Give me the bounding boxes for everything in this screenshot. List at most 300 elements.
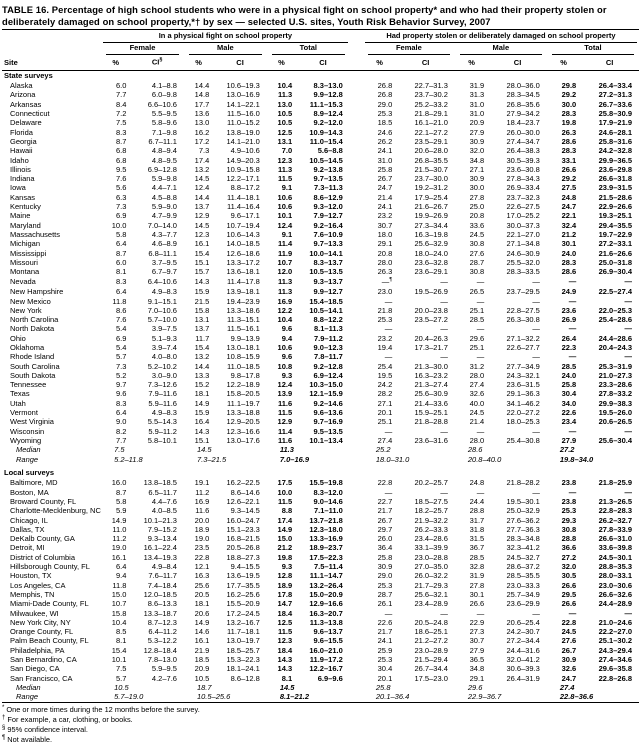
value-cell: 5.3–12.2 — [147, 636, 177, 646]
value-cell: 24.1 — [377, 146, 393, 156]
value-cell: 11.1–15.3 — [309, 99, 343, 109]
value-cell: 21.3–30.0 — [414, 361, 448, 371]
value-cell: 10.5 — [277, 118, 293, 128]
group-gap — [350, 100, 363, 109]
value-cell: 21.3–27.4 — [414, 380, 448, 390]
value-cell: 12.8–18.4 — [143, 645, 177, 655]
value-cell: 19.5–26.9 — [414, 287, 448, 297]
value-cell: 16.1 — [111, 552, 127, 562]
table-row — [2, 239, 639, 248]
table-row — [2, 297, 639, 306]
value-cell: — — [568, 352, 577, 362]
value-cell: 29.6–35.8 — [598, 664, 632, 674]
site-cell: New York City, NY — [10, 617, 71, 627]
group-gap — [350, 81, 363, 90]
value-cell: 14.4 — [194, 361, 210, 371]
value-cell: 9.7–16.9 — [313, 417, 343, 427]
group-gap — [350, 427, 363, 436]
site-cell: Kentucky — [10, 202, 41, 212]
value-cell: 11.2 — [195, 487, 210, 497]
value-cell: 3.7–9.5 — [151, 257, 177, 267]
value-cell: 19.0 — [111, 543, 127, 553]
value-cell: 12.2–18.9 — [226, 380, 260, 390]
value-cell: 16.9 — [194, 496, 210, 506]
value-cell: 36.4 — [377, 543, 393, 553]
value-cell: 8.1 — [115, 267, 127, 277]
value-cell: 9.2–12.8 — [313, 361, 343, 371]
value-cell: 33.1–39.9 — [414, 543, 448, 553]
value-cell: 25.6–32.9 — [414, 239, 448, 249]
yrbs-table — [2, 31, 639, 701]
value-cell: — — [384, 487, 393, 497]
value-cell: — — [476, 352, 485, 362]
value-cell: 31.5 — [469, 534, 485, 544]
value-cell: 8.3–13.0 — [313, 81, 343, 91]
value-cell: 29.1 — [377, 239, 393, 249]
value-cell: 25.2–33.2 — [414, 99, 448, 109]
value-cell: 26.7 — [377, 515, 393, 525]
value-cell: 21.4 — [469, 417, 485, 427]
value-cell: 23.6–31.6 — [414, 435, 448, 445]
value-cell: 8.4 — [115, 99, 127, 109]
value-cell: 19.7–22.9 — [598, 229, 632, 239]
value-cell: 13.3–16.9 — [309, 534, 343, 544]
value-cell: 21.5–28.6 — [598, 192, 632, 202]
value-cell: 11.6 — [195, 506, 210, 516]
value-cell: 32.6 — [469, 389, 485, 399]
value-cell: 22.1 — [561, 211, 577, 221]
value-cell: 7.7 — [115, 435, 127, 445]
value-cell: 11.5–16.1 — [227, 324, 260, 334]
value-cell: — — [440, 426, 448, 436]
value-cell: 29.0 — [377, 99, 393, 109]
site-cell: Montana — [10, 267, 40, 277]
value-cell: 9.6–13.6 — [313, 408, 343, 418]
site-cell: South Dakota — [10, 370, 56, 380]
group-gap — [350, 352, 363, 361]
value-cell: 9.9–12.7 — [313, 287, 343, 297]
value-cell: 18.6–25.1 — [414, 627, 448, 637]
value-cell: 34.0 — [561, 398, 577, 408]
site-cell: San Diego, CA — [10, 664, 60, 674]
group-gap — [350, 417, 363, 426]
value-cell: 28.5 — [561, 361, 577, 371]
value-cell: 24.7 — [561, 673, 577, 683]
value-cell: 26.6 — [561, 599, 577, 609]
value-cell: 27.9–34.2 — [506, 109, 540, 119]
value-cell: 5.9–9.8 — [151, 174, 177, 184]
site-cell: Oklahoma — [10, 343, 45, 352]
value-cell: 14.3 — [277, 655, 293, 664]
value-cell: 10.7 — [277, 257, 293, 267]
value-cell: 12.3 — [194, 229, 210, 239]
value-cell: 20.8 — [469, 211, 485, 221]
value-cell: 12.2–16.7 — [309, 664, 343, 674]
value-cell: 23.0–33.3 — [506, 580, 540, 590]
value-cell: 17.4 — [277, 515, 293, 525]
value-cell: 5.9–11.6 — [148, 398, 177, 408]
site-cell: New York — [10, 305, 42, 315]
group-gap — [350, 445, 363, 454]
value-cell: 21.4 — [377, 192, 393, 202]
value-cell: 22.7–31.3 — [414, 81, 448, 91]
value-cell: 30.1 — [469, 589, 485, 599]
value-cell: 27.9 — [469, 645, 485, 655]
value-cell: 33.6 — [469, 220, 485, 230]
value-cell: 27.4 — [469, 380, 485, 390]
value-cell: 4.0–8.0 — [151, 352, 177, 362]
value-cell: 16.8–21.5 — [226, 534, 260, 544]
value-cell: 23.7–32.3 — [506, 192, 540, 202]
value-cell: 26.7–33.6 — [598, 99, 632, 109]
value-cell: 29.2 — [561, 90, 577, 100]
value-cell: 6.9–12.4 — [313, 370, 343, 380]
site-cell: Median — [16, 445, 41, 455]
value-cell: 24.0 — [561, 248, 577, 258]
value-cell: 27.1–34.8 — [506, 239, 540, 249]
value-cell: 29.5 — [561, 589, 577, 599]
table-row — [2, 516, 639, 525]
value-cell: 10.1–21.3 — [143, 515, 177, 525]
group-gap — [350, 137, 363, 146]
group-gap — [350, 553, 363, 562]
value-cell: 19.0 — [194, 534, 210, 544]
value-cell: 19.5–30.1 — [506, 496, 540, 506]
value-cell: 22.8 — [561, 617, 577, 627]
value-cell: 19.8–34.0 — [559, 454, 594, 464]
value-cell: 16.3–20.7 — [309, 608, 343, 618]
value-cell: 25.6–30.9 — [414, 389, 448, 399]
footnote-marker: ¶ — [2, 734, 6, 741]
site-cell: Los Angeles, CA — [10, 580, 66, 590]
group-gap — [350, 389, 363, 398]
value-cell: 26.0 — [377, 534, 393, 544]
value-cell: 8.7 — [115, 248, 127, 258]
value-cell: 18.5–27.5 — [414, 496, 448, 506]
value-cell: 24.5–32.7 — [506, 552, 540, 562]
value-cell: 23.7–30.2 — [414, 90, 448, 100]
value-cell: 28.8–35.3 — [598, 562, 632, 572]
value-cell: 22.9–26.6 — [598, 202, 632, 212]
value-cell: 25.9 — [377, 645, 393, 655]
value-cell: 13.7–21.8 — [309, 515, 343, 525]
value-cell: 28.3–33.5 — [506, 267, 540, 277]
table-row — [2, 683, 639, 692]
footnote-marker: † — [2, 715, 6, 722]
value-cell: 22.8 — [194, 552, 210, 562]
value-cell: 11.3 — [277, 90, 293, 100]
value-cell: 11.3 — [277, 277, 293, 287]
value-cell: 16.3 — [194, 571, 210, 581]
value-cell: — — [384, 296, 393, 306]
value-cell: — — [476, 277, 485, 287]
col-header-total: Total — [547, 43, 639, 55]
value-cell: 17.5–22.3 — [309, 552, 343, 562]
value-cell: 26.4–38.3 — [506, 146, 540, 156]
group-gap — [350, 55, 363, 70]
value-cell: 5.8 — [115, 496, 127, 506]
site-cell: Missouri — [10, 257, 38, 267]
value-cell: 22.5–27.4 — [598, 287, 632, 297]
col-header-female: Female — [363, 43, 455, 55]
value-cell: 13.2–16.7 — [226, 617, 260, 627]
value-cell: 9.3–13.4 — [147, 534, 177, 544]
value-cell: 14.8 — [194, 90, 210, 100]
value-cell: 12.1 — [194, 562, 210, 572]
group-gap — [350, 399, 363, 408]
value-cell: 26.4 — [561, 333, 577, 343]
value-cell: 6.8 — [115, 155, 127, 165]
value-cell: 27.6–36.2 — [506, 515, 540, 525]
table-row — [2, 174, 639, 183]
table-row — [2, 599, 639, 608]
value-cell: 29.6 — [469, 333, 485, 343]
value-cell: 7.9–11.2 — [313, 333, 343, 343]
value-cell: 27.0–35.0 — [414, 562, 448, 572]
value-cell: 6.7–9.7 — [151, 267, 177, 277]
value-cell: 24.3–29.4 — [598, 645, 632, 655]
value-cell: 20.6–26.5 — [598, 417, 632, 427]
value-cell: 9.6–17.1 — [230, 211, 260, 221]
group-gap — [350, 543, 363, 552]
pct-column-header: % — [547, 55, 580, 70]
value-cell: — — [532, 426, 540, 436]
value-cell: 19.1 — [194, 478, 210, 488]
site-cell: Median — [16, 682, 41, 692]
value-cell: 18.5–25.7 — [226, 645, 260, 655]
value-cell: 18.9 — [277, 580, 293, 590]
value-cell: 23.6–32.8 — [414, 257, 448, 267]
value-cell: 11.6 — [277, 398, 293, 408]
value-cell: 22.8–36.6 — [559, 692, 594, 702]
site-cell: New Hampshire — [10, 287, 64, 297]
value-cell: 25.8 — [377, 164, 393, 174]
table-row — [2, 636, 639, 645]
table-row — [2, 334, 639, 343]
value-cell: 19.2–31.2 — [414, 183, 448, 193]
value-cell: 28.7 — [469, 257, 485, 267]
value-cell: 31.0 — [469, 99, 485, 109]
group-gap — [350, 488, 363, 497]
value-cell: 20.4–24.3 — [598, 343, 632, 352]
value-cell: 29.7 — [377, 524, 393, 534]
value-cell: 16.1–22.4 — [143, 543, 177, 553]
value-cell: 20.5 — [194, 589, 210, 599]
value-cell: 23.3–28.6 — [598, 380, 632, 390]
value-cell: 27.3 — [469, 627, 485, 637]
value-cell: 24.4–28.6 — [598, 333, 632, 343]
value-cell: 26.0–30.0 — [506, 127, 540, 137]
value-cell: — — [476, 487, 485, 497]
value-cell: 9.2–12.0 — [313, 118, 343, 128]
group-gap — [350, 306, 363, 315]
value-cell: 11.5–16.0 — [227, 109, 260, 119]
value-cell: 23.0–28.8 — [414, 552, 448, 562]
value-cell: 18.0–31.0 — [375, 454, 410, 464]
value-cell: 12.9–20.5 — [226, 417, 260, 427]
value-cell: 9.3 — [281, 562, 293, 572]
value-cell: 17.7–35.5 — [226, 580, 260, 590]
value-cell: 30.8 — [561, 524, 577, 534]
value-cell: 6.9–9.6 — [317, 673, 343, 683]
value-cell: 13.2 — [194, 352, 210, 362]
value-cell: 11.4 — [277, 239, 293, 249]
value-cell: 16.2–22.5 — [226, 478, 260, 488]
value-cell: 10.8 — [277, 361, 293, 371]
site-cell: Massachusetts — [10, 229, 61, 239]
value-cell: 4.5–8.8 — [151, 192, 177, 202]
table-row — [2, 609, 639, 618]
value-cell: 26.3 — [377, 267, 393, 277]
value-cell: 24.6–28.1 — [598, 127, 632, 137]
site-cell: Arkansas — [10, 99, 42, 109]
value-cell: 32.0 — [469, 146, 485, 156]
value-cell: 14.6 — [194, 627, 210, 637]
value-cell: 27.2–33.1 — [598, 239, 632, 249]
value-cell: 29.9–36.5 — [598, 155, 632, 165]
group-gap — [350, 118, 363, 127]
value-cell: 4.0–8.5 — [151, 506, 177, 516]
value-cell: 4.9–10.6 — [230, 146, 260, 156]
site-cell: Illinois — [10, 164, 31, 174]
value-cell: 15.8 — [194, 305, 210, 315]
value-cell: 15.4–18.5 — [309, 296, 343, 306]
value-cell: 26.8 — [377, 90, 393, 100]
group-gap — [350, 165, 363, 174]
value-cell: 30.9 — [377, 562, 393, 572]
pct-column-header: % — [455, 55, 488, 70]
value-cell: 10.5–14.1 — [309, 305, 343, 315]
value-cell: 20.0–23.8 — [414, 305, 448, 315]
value-cell: 14.9 — [277, 524, 293, 534]
value-cell: 6.8–11.1 — [148, 248, 177, 258]
site-cell: Memphis, TN — [10, 589, 55, 599]
value-cell: 7.4–18.4 — [147, 580, 177, 590]
value-cell: 14.3 — [194, 426, 210, 436]
value-cell: 8.7 — [115, 136, 127, 146]
group-gap — [350, 627, 363, 636]
value-cell: 13.2–26.4 — [309, 580, 343, 590]
value-cell: 28.0 — [377, 257, 393, 267]
site-header-spacer — [2, 31, 101, 43]
value-cell: 4.9–8.3 — [151, 287, 177, 297]
table-row — [2, 109, 639, 118]
value-cell: 12.9 — [194, 211, 210, 221]
table-row — [2, 571, 639, 580]
value-cell: — — [440, 277, 448, 287]
value-cell: 15.1–23.3 — [226, 524, 260, 534]
value-cell: 28.8 — [561, 534, 577, 544]
value-cell: 13.6–18.1 — [226, 267, 260, 277]
value-cell: 22.8 — [377, 478, 393, 488]
value-cell: 16.3–23.2 — [414, 370, 448, 380]
value-cell: 27.5 — [561, 183, 577, 193]
value-cell: 9.7 — [115, 380, 127, 390]
value-cell: 14.0–18.5 — [226, 239, 260, 249]
table-row — [2, 380, 639, 389]
table-row — [2, 306, 639, 315]
group-gap — [350, 590, 363, 599]
value-cell: 13.4–19.3 — [143, 552, 177, 562]
value-cell: 27.2–31.3 — [598, 90, 632, 100]
site-cell: Hawaii — [10, 146, 33, 156]
table-row — [2, 90, 639, 99]
site-cell: Idaho — [10, 155, 29, 165]
value-cell: 7.7 — [115, 90, 127, 100]
value-cell: 26.7 — [377, 174, 393, 184]
value-cell: 15.3–22.3 — [226, 655, 260, 664]
value-cell: 25.8–31.6 — [598, 136, 632, 146]
value-cell: 9.9–12.8 — [313, 90, 343, 100]
group-gap — [350, 174, 363, 183]
group-gap — [350, 497, 363, 506]
value-cell: 26.0–32.2 — [414, 571, 448, 581]
site-cell: Kansas — [10, 192, 36, 202]
site-cell: Georgia — [10, 136, 37, 146]
value-cell: 23.5–27.2 — [414, 315, 448, 325]
value-cell: 14.9–20.3 — [226, 155, 260, 165]
value-cell: 11.7–18.1 — [227, 627, 260, 637]
value-cell: 5.5–14.3 — [147, 417, 177, 427]
section-header-row — [2, 70, 639, 81]
value-cell: 24.2 — [377, 380, 393, 390]
value-cell: 30.6–39.3 — [506, 664, 540, 674]
site-cell: Orange County, FL — [10, 627, 74, 637]
value-cell: 24.3–32.1 — [506, 370, 540, 380]
value-cell: 25.3 — [377, 109, 393, 119]
value-cell: 6.9 — [115, 333, 127, 343]
value-cell: 11.1–19.7 — [227, 398, 260, 408]
value-cell: 29.8 — [561, 81, 577, 91]
value-cell: 4.9–8.3 — [151, 408, 177, 418]
value-cell: 26.6 — [469, 599, 485, 609]
value-cell: 23.5 — [194, 543, 210, 553]
value-cell: 8.9–12.4 — [313, 109, 343, 119]
value-cell: 16.1 — [194, 239, 210, 249]
site-cell: Utah — [10, 398, 26, 408]
table-row — [2, 478, 639, 487]
value-cell: — — [440, 487, 448, 497]
value-cell: 25.1 — [469, 343, 485, 352]
value-cell: 13.9 — [277, 389, 293, 399]
value-cell: 3.9–7.5 — [151, 324, 177, 334]
value-cell: 5.4 — [115, 324, 127, 334]
value-cell: 23.6–29.1 — [414, 267, 448, 277]
value-cell: — — [440, 608, 448, 618]
value-cell: 25.0 — [469, 202, 485, 212]
group-gap — [350, 267, 363, 276]
value-cell: 32.8 — [469, 562, 485, 572]
value-cell: 29.0 — [377, 571, 393, 581]
value-cell: 18.4 — [277, 645, 293, 655]
table-row — [2, 655, 639, 664]
value-cell: 28.6 — [467, 445, 483, 455]
value-cell: — — [568, 487, 577, 497]
value-cell: 23.4–28.9 — [414, 599, 448, 609]
value-cell: 5.7 — [115, 352, 127, 362]
value-cell: 6.0 — [115, 81, 127, 91]
value-cell: 10.6–14.3 — [226, 229, 260, 239]
value-cell: 4.7–9.9 — [151, 211, 177, 221]
value-cell: 36.5 — [469, 655, 485, 664]
value-cell: 14.4 — [194, 192, 210, 202]
group-gap — [350, 146, 363, 155]
value-cell: 4.2–7.6 — [151, 673, 177, 683]
group-gap — [350, 343, 363, 352]
value-cell: 29.6 — [467, 682, 483, 692]
value-cell: 29.1 — [469, 673, 485, 683]
footnote-marker: * — [2, 705, 5, 712]
